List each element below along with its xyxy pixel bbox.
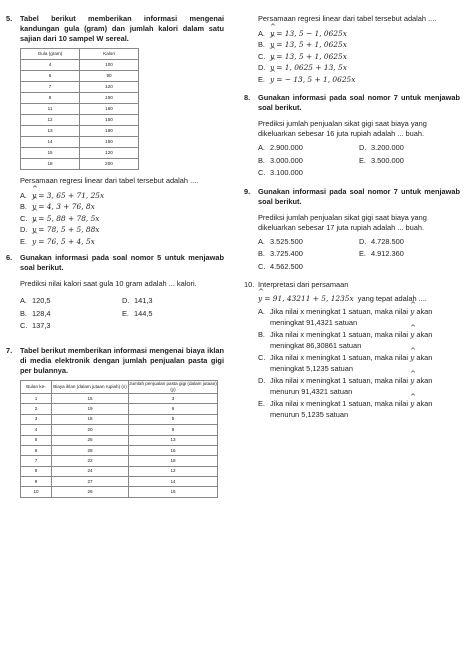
cell: 24 [52,466,129,476]
option-text: 137,3 [32,321,51,331]
equation-suffix: yang tepat adalah .... [357,294,427,303]
option-b[interactable] [20,201,224,212]
option-text: akan menurun 91,4321 satuan [270,375,433,397]
option-b[interactable] [258,155,359,166]
question-number: 6. [6,253,13,263]
option-text: akan meningkat 5,1235 satuan [270,352,433,374]
table-row [21,158,139,169]
option-c[interactable] [258,167,359,178]
option-text: 4.728.500 [371,236,404,246]
cell: 150 [80,114,139,125]
option-label: E. [359,155,366,165]
table-row [21,425,218,435]
option-text: 128,4 [32,308,51,318]
option-e[interactable] [359,155,460,166]
option-d[interactable] [258,62,460,73]
option-text: 3.000.000 [270,155,303,165]
regression-equation: = 91, 43211 + 5, 1235x [264,294,354,303]
advertising-sales-table [20,380,218,498]
cell: 5 [21,435,52,445]
option-a[interactable] [258,142,359,153]
cell: 12 [129,466,218,476]
question-prompt: Prediksi nilai kalori saat gula 10 gram adalah ... kalori. [20,279,197,289]
y-hat-symbol: ^ y [32,190,36,201]
option-e[interactable] [20,236,224,247]
table-row [21,59,139,70]
option-b[interactable] [258,329,460,352]
y-hat-symbol: ^ y [270,51,274,62]
question-10 [244,280,460,421]
cell: 16 [129,487,218,497]
option-label: B. [258,329,265,339]
cell: 4 [21,425,52,435]
question-number: 9. [244,186,251,196]
option-text: akan meningkat 86,30861 satuan [270,329,433,351]
option-e[interactable] [258,74,460,85]
table-row [21,103,139,114]
cell: 3 [129,393,218,403]
option-c[interactable] [258,51,460,62]
cell: 12 [21,114,80,125]
question-8 [244,93,460,178]
option-text: = 13, 5 + 1, 0625x [276,40,347,50]
option-text: = 76, 5 + 4, 5x [38,236,95,246]
y-hat-symbol: ^ y [270,28,274,39]
option-label: E. [258,74,265,84]
cell: 7 [21,456,52,466]
table-header: Biaya iklan (dalam jutaan rupiah) (x) [52,380,129,393]
cell: 15 [52,393,129,403]
option-e[interactable] [122,308,224,319]
option-text: 141,3 [134,296,153,306]
cell: 28 [52,445,129,455]
option-text: 4.562.500 [270,261,303,271]
table-row [21,487,218,497]
table-row [21,466,218,476]
option-text: Jika nilai x meningkat 1 satuan, maka nilai [270,398,409,408]
table-row [21,136,139,147]
y-hat-symbol: ^ y [270,39,274,50]
y-hat-symbol: ^ y [410,329,414,340]
option-e[interactable] [359,248,460,259]
cell: 11 [21,103,80,114]
cell: 19 [52,404,129,414]
cell: 100 [80,59,139,70]
y-hat-symbol: ^ y [270,62,274,73]
option-a[interactable] [20,295,122,306]
cell: 18 [129,456,218,466]
y-hat-symbol: ^ y [410,375,414,386]
option-label: C. [20,321,28,331]
question-prompt: Persamaan regresi linear dari tabel tersebut adalah .... [20,175,199,185]
option-text: 3.200.000 [371,143,404,153]
y-hat-symbol: ^ y [32,236,36,247]
option-c[interactable] [20,320,122,331]
table-row [21,477,218,487]
option-text: = 78, 5 + 5, 88x [38,225,100,235]
cell: 8 [21,466,52,476]
option-label: C. [258,168,266,178]
question-7-continued [244,14,460,85]
option-b[interactable] [20,308,122,319]
cell: 90 [80,70,139,81]
option-text: akan meningkat 91,4321 satuan [270,306,433,328]
option-d[interactable] [359,142,460,153]
option-text: 3.525.500 [270,236,303,246]
option-text: Jika nilai x meningkat 1 satuan, maka nilai [270,306,409,316]
cell: 8 [129,425,218,435]
cell: 160 [80,103,139,114]
question-text: Gunakan informasi pada soal nomor 7 untuk menjawab soal berikut. [258,93,460,113]
table-header: Gula (gram) [21,48,80,59]
option-label: C. [258,261,266,271]
option-c[interactable] [20,213,224,224]
cell: 180 [80,125,139,136]
option-a[interactable] [258,306,460,329]
table-header: Jumlah penjualan pasta gigi (dalam jutaan) (y) [129,380,217,392]
question-text: Gunakan informasi pada soal nomor 7 untuk menjawab soal berikut. [258,186,460,206]
option-label: B. [258,249,265,259]
y-hat-symbol: ^ y [32,224,36,235]
cell: 120 [80,81,139,92]
option-label: A. [258,143,265,153]
y-hat-symbol: ^ y [32,213,36,224]
option-label: D. [122,296,130,306]
y-hat-symbol: ^ y [32,201,36,212]
cell: 9 [21,477,52,487]
option-label: B. [258,40,265,50]
option-text: = 1, 0625 + 13, 5x [276,63,347,73]
option-label: E. [122,308,129,318]
sugar-calorie-table [20,48,139,170]
question-prompt: Prediksi jumlah penjualan sikat gigi saat biaya yang dikeluarkan sebesar 17 juta rupiah adalah ... buah. [258,212,427,232]
cell: 2 [21,404,52,414]
option-text: = 4, 3 + 76, 8x [38,202,95,212]
cell: 8 [21,92,80,103]
cell: 200 [80,158,139,169]
cell: 22 [52,456,129,466]
option-label: B. [20,308,27,318]
option-d[interactable] [258,375,460,398]
cell: 150 [80,92,139,103]
left-column [6,14,224,504]
option-text: Jika nilai x meningkat 1 satuan, maka nilai [270,375,409,385]
table-row [21,114,139,125]
option-label: B. [258,155,265,165]
cell: 6 [21,70,80,81]
table-row [21,445,218,455]
question-9 [244,187,460,272]
table-row [21,393,218,403]
table-row [21,147,139,158]
option-label: A. [20,190,27,200]
cell: 5 [129,414,218,424]
table-row [21,435,218,445]
option-label: A. [258,306,265,316]
y-hat-symbol: ^ y [258,294,262,304]
y-hat-symbol: ^ y [410,398,414,409]
option-text: = − 13, 5 + 1, 0625x [276,74,356,84]
cell: 27 [52,477,129,487]
option-e[interactable] [258,398,460,421]
option-c[interactable] [258,261,359,272]
option-text: = 13, 5 − 1, 0625x [276,28,347,38]
cell: 10 [21,487,52,497]
option-text: 4.912.360 [371,249,404,259]
cell: 15 [21,147,80,158]
cell: 20 [52,425,129,435]
option-label: A. [258,236,265,246]
y-hat-symbol: ^ y [270,74,274,85]
cell: 1 [21,393,52,403]
option-d[interactable] [20,224,224,235]
option-b[interactable] [258,39,460,50]
cell: 18 [52,414,129,424]
cell: 16 [129,445,218,455]
option-text: = 5, 88 + 78, 5x [38,213,100,223]
question-7 [6,346,224,498]
option-label: E. [20,236,27,246]
cell: 6 [129,404,218,414]
question-prompt: Persamaan regresi linear dari tabel tersebut adalah .... [258,14,437,23]
option-text: 3.725.400 [270,249,303,259]
y-hat-symbol: ^ y [410,352,414,363]
option-label: C. [258,352,266,362]
option-label: D. [359,143,367,153]
option-text: Jika nilai x meningkat 1 satuan, maka nilai [270,329,409,339]
option-text: = 3, 65 + 71, 25x [38,190,105,200]
right-column [244,14,460,427]
option-a[interactable] [258,28,460,39]
cell: 3 [21,414,52,424]
table-row [21,125,139,136]
question-text: Interpretasi dari persamaan [258,280,349,290]
table-row [21,414,218,424]
y-hat-symbol: ^ y [410,306,414,317]
option-label: B. [20,202,27,212]
option-d[interactable] [359,236,460,247]
question-number: 5. [6,14,13,23]
cell: 14 [21,136,80,147]
cell: 13 [129,435,218,445]
option-text: 2.900.000 [270,143,303,153]
option-a[interactable] [20,190,224,201]
option-text: 120,5 [32,296,51,306]
table-row [21,404,218,414]
option-label: E. [359,249,366,259]
question-number: 10. [244,280,255,290]
option-label: D. [258,375,266,385]
question-number: 8. [244,93,251,103]
cell: 7 [21,81,80,92]
table-header: Kalori [80,48,139,59]
cell: 4 [21,59,80,70]
option-label: C. [20,213,28,223]
question-5 [6,14,224,247]
cell: 26 [52,487,129,497]
option-text: = 13, 5 + 1, 0625x [276,51,347,61]
cell: 13 [21,125,80,136]
option-text: Jika nilai x meningkat 1 satuan, maka nilai [270,352,409,362]
option-d[interactable] [122,295,224,306]
question-text: Gunakan informasi pada soal nomor 5 untuk menjawab soal berikut. [20,253,224,273]
option-text: 3.100.000 [270,168,303,178]
option-label: A. [20,296,27,306]
option-b[interactable] [258,248,359,259]
option-text: akan menurun 5,1235 satuan [270,398,433,420]
table-header: Bulan ke- [21,380,52,393]
table-row [21,81,139,92]
cell: 150 [80,136,139,147]
cell: 25 [52,435,129,445]
option-label: D. [359,236,367,246]
option-c[interactable] [258,352,460,375]
cell: 120 [80,147,139,158]
question-text: Tabel berikut memberikan informasi mengenai biaya iklan di media elektronik dengan jumlah penjualan pasta gigi per bulannya. [20,345,224,375]
table-row [21,92,139,103]
question-6 [6,253,224,331]
option-label: E. [258,398,265,408]
cell: 14 [129,477,218,487]
option-label: A. [258,28,265,38]
table-row [21,70,139,81]
option-text: 144,5 [134,308,153,318]
option-text: 3.500.000 [371,155,404,165]
option-label: D. [258,63,266,73]
option-label: C. [258,51,266,61]
option-a[interactable] [258,236,359,247]
option-label: D. [20,225,28,235]
cell: 18 [21,158,80,169]
question-text: Tabel berikut memberikan informasi mengenai kandungan gula (gram) dan jumlah kalori dalam satu sajian dari 10 sampel W sereal. [20,14,224,43]
table-row [21,456,218,466]
question-prompt: Prediksi jumlah penjualan sikat gigi saat biaya yang dikeluarkan sebesar 16 juta rupiah adalah ... buah. [258,119,427,139]
cell: 6 [21,445,52,455]
question-number: 7. [6,345,13,355]
